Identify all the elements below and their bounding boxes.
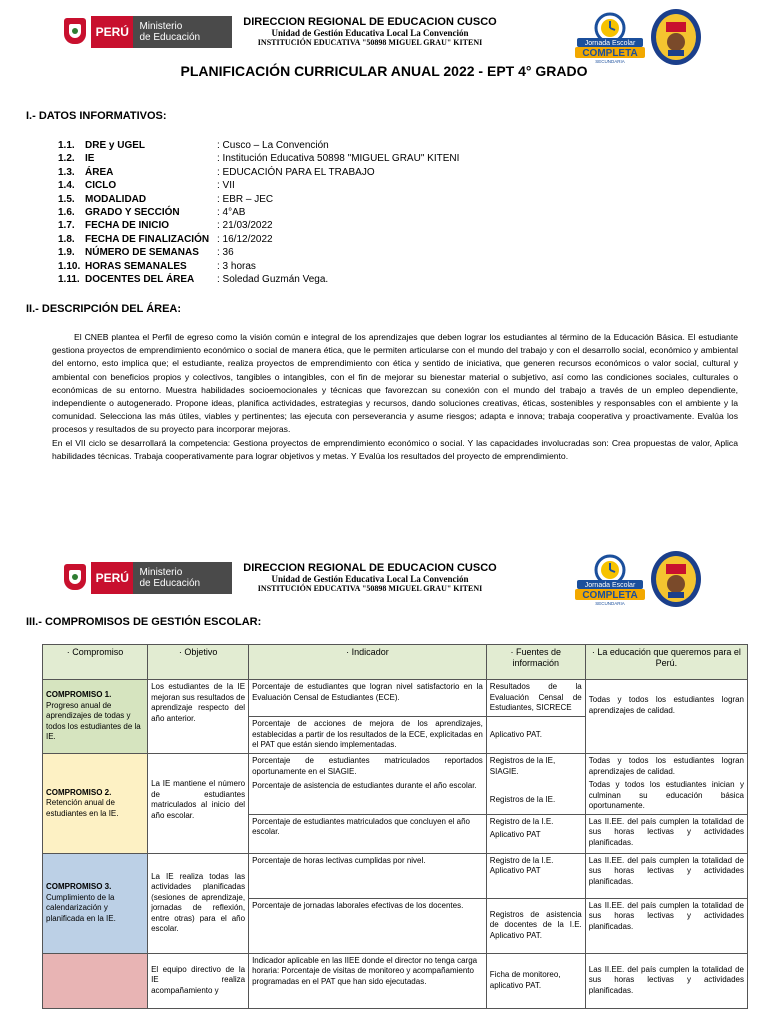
column-header: · Objetivo <box>148 645 249 680</box>
objetivo-cell: La IE mantiene el número de estudiantes matriculados al inicio del año escolar. <box>148 754 249 854</box>
header-title-block <box>220 16 520 47</box>
jec-line2: COMPLETA <box>582 590 638 601</box>
dato-number: 1.9. <box>58 247 75 259</box>
compromiso-2-cell: COMPROMISO 2. Retención anual de estudiantes en la IE. <box>43 754 148 854</box>
dato-label: DRE y UGEL <box>85 140 146 151</box>
indicador-cell: Indicador aplicable en las IIEE donde el director no tenga carga horaria: Porcentaje de visitas de monitoreo y acompañamiento programadas en el PAT que han sido ejecutadas. <box>249 953 487 1008</box>
dato-label: MODALIDAD <box>85 193 147 205</box>
jec-line2: COMPLETA <box>582 48 638 59</box>
fuente-cell: Registros de asistencia de docentes de la I.E. Aplicativo PAT. <box>486 898 585 953</box>
school-insignia-icon <box>650 550 702 608</box>
table-row <box>43 754 748 815</box>
dato-value: : Cusco – La Convención <box>217 140 329 151</box>
dato-number: 1.1. <box>58 140 75 151</box>
fuente-cell: Registro de la I.E. Aplicativo PAT <box>486 814 585 853</box>
dato-row <box>58 180 517 193</box>
table-row <box>43 853 748 898</box>
area-description <box>52 331 738 463</box>
header-title-dre: DIRECCION REGIONAL DE EDUCACION CUSCO <box>243 16 497 28</box>
dato-row <box>58 140 517 153</box>
dato-label: IE <box>85 153 95 165</box>
header-title-ie: INSTITUCIÓN EDUCATIVA "50898 MIGUEL GRAU" KITENI <box>257 38 483 47</box>
dato-row <box>58 153 517 166</box>
dato-label: FECHA DE INICIO <box>85 220 170 232</box>
educacion-cell: Las II.EE. del país cumplen la totalidad de sus horas lectivas y actividades planificadas. <box>585 853 747 898</box>
dato-value: : Institución Educativa 50898 "MIGUEL GRAU" KITENI <box>217 153 460 165</box>
dato-value: : 36 <box>217 247 234 259</box>
indicador-cell: Porcentaje de estudiantes matriculados reportados oportunamente en el SIAGIE. Porcentaje de asistencia de estudiantes durante el año escolar. <box>249 754 487 815</box>
dato-value: : EDUCACIÓN PARA EL TRABAJO <box>217 166 375 178</box>
dato-value: : 21/03/2022 <box>217 220 273 232</box>
dato-label: HORAS SEMANALES <box>85 260 187 272</box>
jec-line1: Jornada Escolar <box>584 40 636 47</box>
dato-value: : EBR – JEC <box>217 193 274 205</box>
dato-label: FECHA DE FINALIZACIÓN <box>85 233 210 245</box>
dato-row <box>58 194 517 207</box>
header-title-dre: DIRECCION REGIONAL DE EDUCACION CUSCO <box>243 562 497 574</box>
peru-shield-icon <box>62 16 87 48</box>
indicador-cell: Porcentaje de acciones de mejora de los aprendizajes, establecidas a partir de los resultados de la ECE, explicitadas en el PAT que están siendo implementadas. <box>249 717 487 754</box>
educacion-cell: Todas y todos los estudiantes logran aprendizajes de calidad. <box>585 680 747 754</box>
dato-number: 1.2. <box>58 153 75 165</box>
compromiso-4-cell <box>43 953 148 1008</box>
fuente-cell: Aplicativo PAT. <box>486 717 585 754</box>
dato-label: CICLO <box>85 180 117 192</box>
jec-logo <box>575 550 645 606</box>
ministry-logo <box>62 16 232 48</box>
jec-line3: SECUNDARIA <box>595 59 625 64</box>
column-header: · Indicador <box>249 645 487 680</box>
dato-number: 1.5. <box>58 193 75 205</box>
indicador-cell: Porcentaje de jornadas laborales efectivas de los docentes. <box>249 898 487 953</box>
column-header: · Fuentes de información <box>486 645 585 680</box>
description-paragraph-2: En el VII ciclo se desarrollará la competencia: Gestiona proyectos de emprendimiento económico o social. Y las capacidades involucradas son: Crea propuestas de valor, Aplica habilidades técnicas. Trabaja cooperativamente para lograr objetivos y metas. Y Evalúa los resultados del proyecto de emprendimiento. <box>52 437 738 461</box>
dato-row <box>58 234 517 247</box>
dato-number: 1.6. <box>58 206 75 218</box>
ministry-label: Ministerio de Educación <box>133 562 232 594</box>
fuente-cell: Registro de la I.E. Aplicativo PAT <box>486 853 585 898</box>
school-insignia-icon <box>650 8 702 66</box>
table-row <box>43 680 748 717</box>
description-paragraph-1: El CNEB plantea el Perfil de egreso como la visión común e integral de los aprendizajes que deben lograr los estudiantes al término de la Educación Básica. El estudiante gestiona proyectos de emprendimiento económico o social de manera ética, que le permiten articularse con el mundo del trabajo y con el desarrollo social, económico y ambiental del entorno, esto implica que; el estudiante, realiza proyectos de emprendimiento con ética y sentido de iniciativa, que generen recursos económicos o valor social, cultural y ambiental con beneficios propios y colectivos, tangibles o intangibles, con el fin de mejorar su bienestar material o subjetivo, así como las condiciones sociales, culturales o económicas de su entorno. Muestra habilidades socioemocionales y técnicas que favorezcan su conexión con el mundo del trabajo a través de un empleo dependiente, independiente o autogenerado. Propone ideas, planifica actividades, estrategias y recursos, dando soluciones creativas, éticas, sostenibles y responsables con el ambiente y la comunidad. Selecciona las más útiles, viables y pertinentes; las ejecuta con perseverancia y asume riesgos; adapta e innova; trabaja cooperativa y proactivamente. Evalúa los procesos y resultados de su proyecto para incorporar mejoras. <box>52 332 738 435</box>
peru-label: PERÚ <box>91 16 133 48</box>
header-title-ugel: Unidad de Gestión Educativa Local La Convención <box>271 28 469 38</box>
section-heading-datos: I.- DATOS INFORMATIVOS: <box>26 110 167 122</box>
dato-number: 1.3. <box>58 166 75 178</box>
objetivo-cell: La IE realiza todas las actividades planificadas (sesiones de aprendizaje, jornadas de reflexión, entre otras) para el año escolar. <box>148 853 249 953</box>
educacion-cell: Las II.EE. del país cumplen la totalidad de sus horas lectivas y actividades planificadas. <box>585 814 747 853</box>
dato-number: 1.7. <box>58 220 75 232</box>
educacion-cell: Todas y todos los estudiantes logran aprendizajes de calidad. Todas y todos los estudiantes inician y culminan su educación básica oportunamente. <box>585 754 747 815</box>
objetivo-cell: Los estudiantes de la IE mejoran sus resultados de aprendizaje respecto del año anterior. <box>148 680 249 754</box>
dato-value: : VII <box>217 180 235 192</box>
dato-label: DOCENTES DEL ÁREA <box>85 273 195 285</box>
dato-value: : Soledad Guzmán Vega. <box>217 273 329 285</box>
column-header: · Compromiso <box>43 645 148 680</box>
header-title-block <box>220 562 520 593</box>
indicador-cell: Porcentaje de estudiantes matriculados que concluyen el año escolar. <box>249 814 487 853</box>
header-title-ugel: Unidad de Gestión Educativa Local La Convención <box>271 574 469 584</box>
dato-number: 1.4. <box>58 180 75 192</box>
dato-label: ÁREA <box>85 166 114 178</box>
jec-logo <box>575 8 645 64</box>
educacion-cell: Las II.EE. del país cumplen la totalidad de sus horas lectivas y actividades planificadas. <box>585 898 747 953</box>
dato-value: : 3 horas <box>217 260 256 272</box>
compromisos-table <box>42 644 748 1009</box>
dato-number: 1.11. <box>58 273 80 285</box>
dato-row <box>58 247 517 260</box>
dato-label: NÚMERO DE SEMANAS <box>85 247 199 259</box>
peru-label: PERÚ <box>91 562 133 594</box>
compromiso-3-cell: COMPROMISO 3. Cumplimiento de la calendarización y planificada en la IE. <box>43 853 148 953</box>
table-row <box>43 953 748 1008</box>
header-title-ie: INSTITUCIÓN EDUCATIVA "50898 MIGUEL GRAU" KITENI <box>257 584 483 593</box>
dato-number: 1.10. <box>58 260 81 272</box>
fuente-cell: Registros de la IE, SIAGIE. Registros de la IE. <box>486 754 585 815</box>
section-heading-compromisos: III.- COMPROMISOS DE GESTIÓN ESCOLAR: <box>26 616 262 628</box>
table-header-row <box>43 645 748 680</box>
dato-row <box>58 167 517 180</box>
dato-label: GRADO Y SECCIÓN <box>85 206 180 218</box>
dato-row <box>58 207 517 220</box>
dato-row <box>58 220 517 233</box>
ministry-label: Ministerio de Educación <box>133 16 232 48</box>
compromiso-1-cell: COMPROMISO 1. Progreso anual de aprendizajes de todas y todos los estudiantes de la IE. <box>43 680 148 754</box>
fuente-cell: Ficha de monitoreo, aplicativo PAT. <box>486 953 585 1008</box>
section-heading-descripcion: II.- DESCRIPCIÓN DEL ÁREA: <box>26 303 182 315</box>
document-title: PLANIFICACIÓN CURRICULAR ANUAL 2022 - EPT 4° GRADO <box>180 63 588 79</box>
jec-line1: Jornada Escolar <box>584 582 636 589</box>
objetivo-cell: El equipo directivo de la IE realiza acompañamiento y <box>148 953 249 1008</box>
dato-row <box>58 261 517 274</box>
educacion-cell: Las II.EE. del país cumplen la totalidad de sus horas lectivas y actividades planificadas. <box>585 953 747 1008</box>
peru-shield-icon <box>62 562 87 594</box>
datos-list <box>58 140 517 287</box>
dato-row <box>58 274 517 287</box>
dato-value: : 16/12/2022 <box>217 233 273 245</box>
indicador-cell: Porcentaje de horas lectivas cumplidas por nivel. <box>249 853 487 898</box>
indicador-cell: Porcentaje de estudiantes que logran nivel satisfactorio en la Evaluación Censal de Estudiantes (ECE). <box>249 680 487 717</box>
fuente-cell: Resultados de la Evaluación Censal de Estudiantes, SICRECE <box>486 680 585 717</box>
ministry-logo <box>62 562 232 594</box>
jec-line3: SECUNDARIA <box>595 601 625 606</box>
column-header: · La educación que queremos para el Perú. <box>585 645 747 680</box>
dato-number: 1.8. <box>58 233 75 245</box>
dato-value: : 4°AB <box>217 206 246 218</box>
